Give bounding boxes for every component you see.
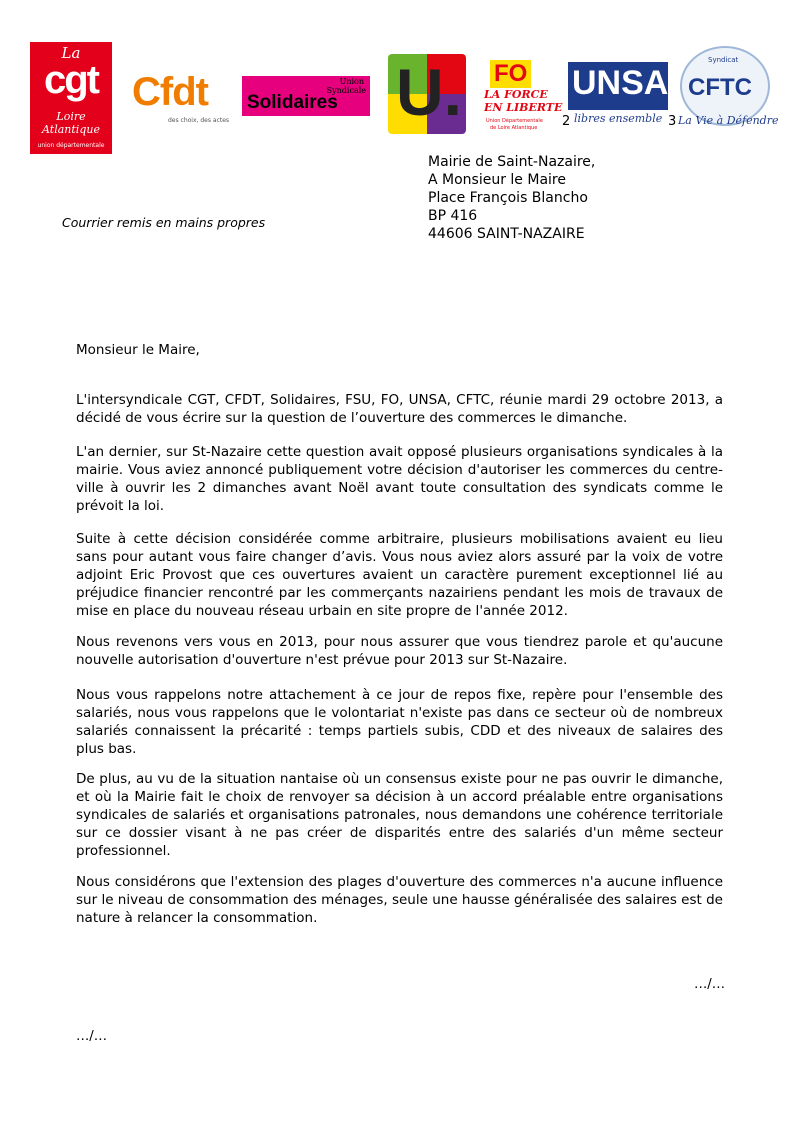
- delivery-note: Courrier remis en mains propres: [62, 215, 266, 230]
- address-line: A Monsieur le Maire: [428, 172, 566, 188]
- paragraph-7: Nous considérons que l'extension des plages d'ouverture des commerces n'a aucune influence sur le niveau de consommation des ménages, seule une hausse généralisée des salaires est de nature à relancer la consommation.: [76, 874, 723, 926]
- solidaires-logo-union: Union: [339, 77, 364, 86]
- paragraph-4: Nous revenons vers vous en 2013, pour nous assurer que vous tiendrez parole et qu'aucune nouvelle autorisation d'ouverture n'est prévue pour 2013 sur St-Nazaire.: [76, 634, 723, 668]
- fo-logo: [478, 60, 570, 140]
- continuation-mark-left: …/…: [76, 1029, 108, 1044]
- fo-logo-line2: EN LIBERTE: [484, 101, 563, 114]
- salutation: Monsieur le Maire,: [76, 342, 200, 358]
- address-line: Mairie de Saint-Nazaire,: [428, 154, 596, 170]
- cftc-logo-main: CFTC: [688, 74, 752, 101]
- cftc-logo-mark: 3: [668, 114, 677, 129]
- fo-logo-line1: LA FORCE: [484, 88, 548, 101]
- unsa-logo-tag: libres ensemble: [574, 112, 663, 125]
- address-line: BP 416: [428, 208, 478, 224]
- cfdt-logo: [132, 70, 230, 128]
- solidaires-logo-syndicale: Syndicale: [326, 86, 366, 95]
- cftc-logo-syndicat: Syndicat: [708, 56, 739, 64]
- cgt-logo-main: cgt: [44, 58, 98, 102]
- fo-logo-mark: 2: [562, 114, 571, 129]
- cfdt-logo-sub: des choix, des actes: [168, 117, 230, 124]
- address-line: 44606 SAINT-NAZAIRE: [428, 226, 585, 242]
- cftc-logo: [668, 46, 778, 136]
- paragraph-1: L'intersyndicale CGT, CFDT, Solidaires, FSU, FO, UNSA, CFTC, réunie mardi 29 octobre 2013, a décidé de vous écrire sur la question de l’ouverture des commerces le dimanche.: [76, 392, 723, 426]
- solidaires-logo: [242, 76, 370, 116]
- unsa-logo-main: UNSA: [572, 64, 669, 102]
- paragraph-2: L'an dernier, sur St-Nazaire cette question avait opposé plusieurs organisations syndicales à la mairie. Vous aviez annoncé publiquement votre décision d'autoriser les commerces du centre-ville à ouvrir les 2 dimanches avant Noël avant toute consultation des syndicats comme le prévoit la loi.: [76, 444, 723, 514]
- solidaires-logo-main: Solidaires: [247, 92, 338, 113]
- cftc-logo-tag: La Vie à Défendre: [678, 114, 779, 127]
- cgt-logo: [30, 42, 112, 154]
- cgt-logo-region: Loire Atlantique: [42, 110, 100, 136]
- paragraph-5: Nous vous rappelons notre attachement à ce jour de repos fixe, repère pour l'ensemble des salariés, nous vous rappelons que le volontariat n'existe pas dans ce secteur où de nombreux salariés connaissent la précarité : temps partiels subis, CDD et des niveaux de salaires des plus bas.: [76, 687, 723, 757]
- address-line: Place François Blancho: [428, 190, 588, 206]
- fo-logo-main: FO: [490, 60, 531, 88]
- continuation-mark-right: …/…: [694, 977, 726, 992]
- fsu-logo-main: U.: [396, 55, 462, 129]
- cfdt-logo-main: Cfdt: [132, 70, 208, 114]
- recipient-address: [428, 153, 595, 243]
- paragraph-6: De plus, au vu de la situation nantaise où un consensus existe pour ne pas ouvrir le dimanche, et où la Mairie fait le choix de renvoyer sa décision à un accord préalable entre organisations syndicales de salariés et organisations patronales, nous demandons une cohérence territoriale sur ce dossier visant à ne pas créer de disparités entre des salariés d'un même secteur professionnel.: [76, 771, 723, 859]
- fo-logo-sub2: de Loire Atlantique: [490, 125, 538, 131]
- unsa-logo: [568, 62, 668, 134]
- fsu-logo: [388, 54, 466, 134]
- paragraph-3: Suite à cette décision considérée comme arbitraire, plusieurs mobilisations avaient eu lieu sans pour autant vous faire changer d’avis. Vous nous aviez alors assuré par la voix de votre adjoint Eric Provost que ces ouvertures avaient un caractère purement exceptionnel lié au préjudice financier rencontré par les commerçants nazairiens pendant les mois de travaux de mise en place du nouveau réseau urbain en site propre de l'année 2012.: [76, 531, 723, 619]
- cgt-logo-sub: union départementale: [37, 142, 105, 149]
- cgt-logo-top: La: [61, 44, 81, 62]
- fo-logo-sub1: Union Départementale: [486, 118, 543, 124]
